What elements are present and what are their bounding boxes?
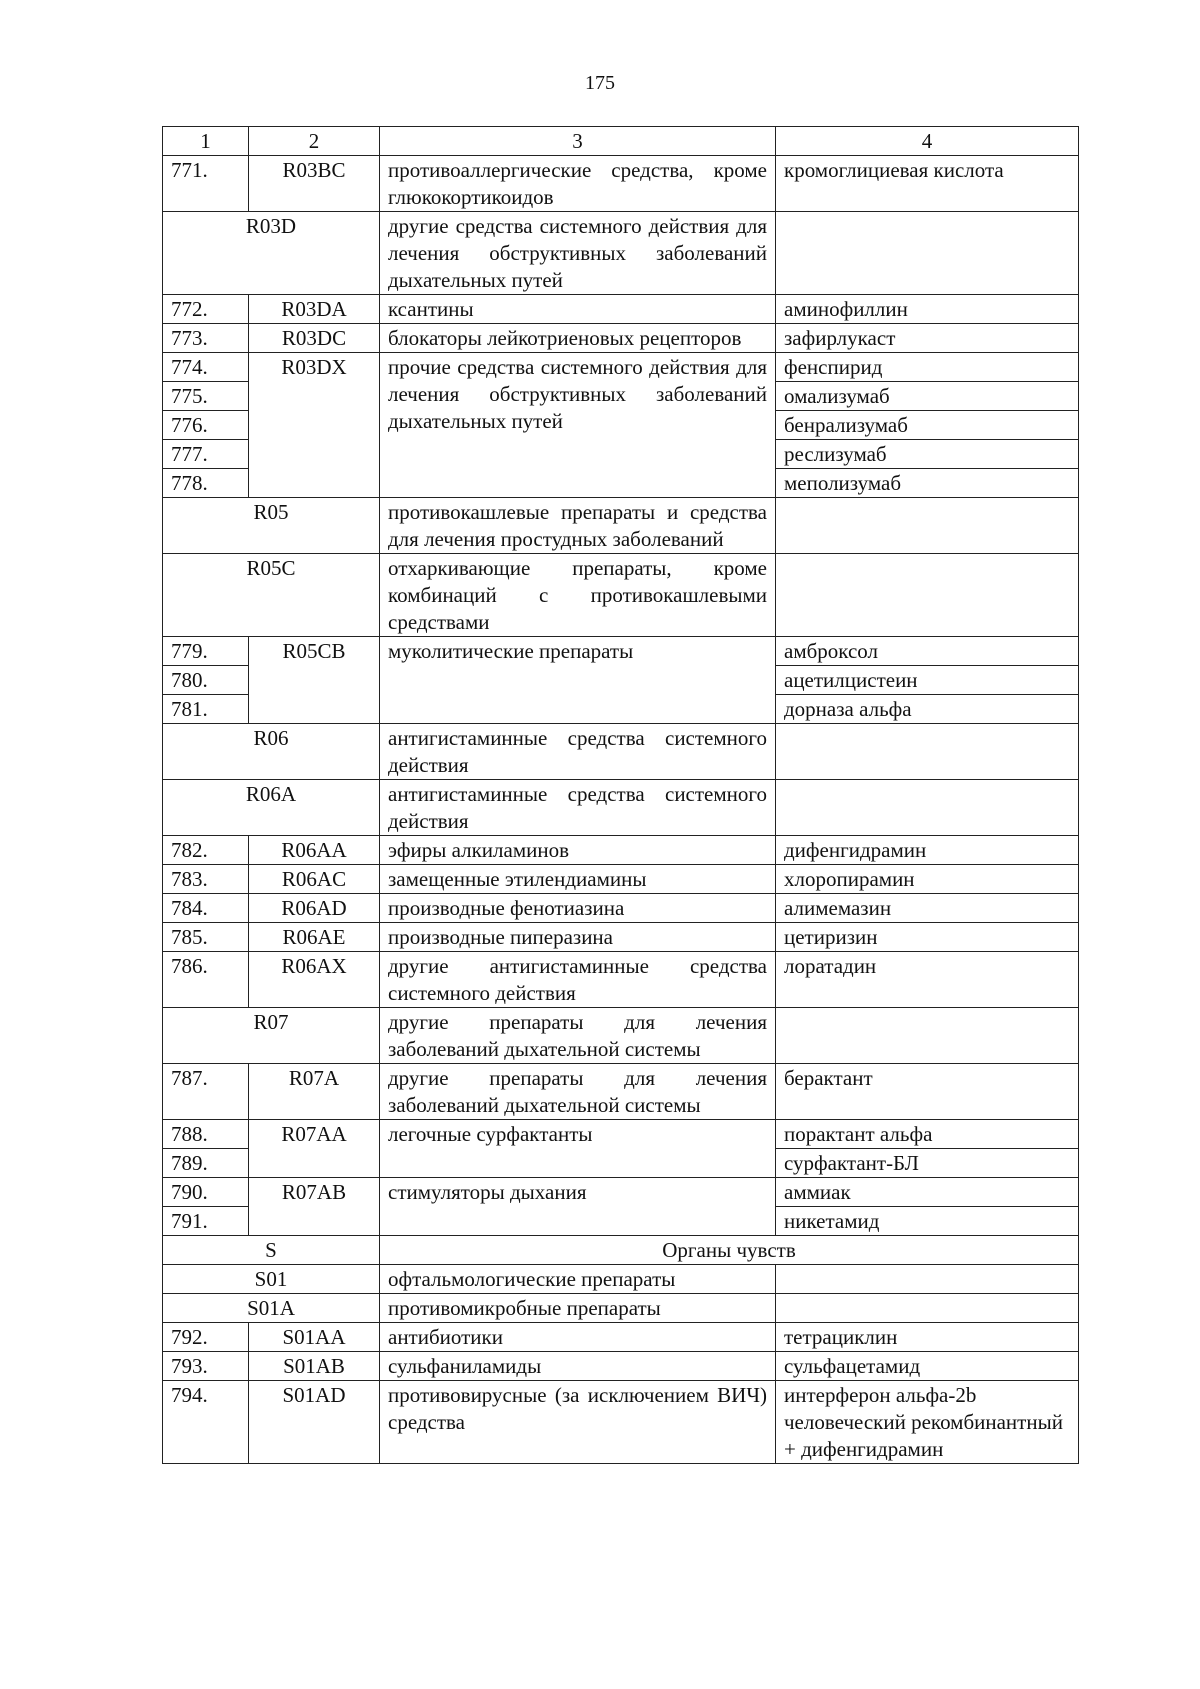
drug-name-empty [776,554,1079,637]
drug-name: амброксол [776,637,1079,666]
table-row [163,1323,1079,1352]
table-row [163,836,1079,865]
row-number: 788. [163,1120,249,1149]
row-number: 785. [163,923,249,952]
row-number: 794. [163,1381,249,1464]
atc-description: офтальмологические препараты [380,1265,776,1294]
atc-description: антибиотики [380,1323,776,1352]
drug-name: омализумаб [776,382,1079,411]
atc-code: R05CB [249,637,380,724]
atc-code: R07AB [249,1178,380,1236]
drug-name-empty [776,212,1079,295]
row-number: 772. [163,295,249,324]
atc-description: противоаллергические средства, кроме глюкокортикоидов [380,156,776,212]
drug-name: алимемазин [776,894,1079,923]
atc-description: легочные сурфактанты [380,1120,776,1178]
drug-name-empty [776,780,1079,836]
atc-description: эфиры алкиламинов [380,836,776,865]
table-row [163,324,1079,353]
header-col-2: 2 [249,127,380,156]
row-number: 776. [163,411,249,440]
row-number: 791. [163,1207,249,1236]
drug-name: сурфактант-БЛ [776,1149,1079,1178]
table-row [163,724,1079,780]
drug-name-empty [776,724,1079,780]
atc-description: производные фенотиазина [380,894,776,923]
atc-description: противовирусные (за исключением ВИЧ) средства [380,1381,776,1464]
table-row [163,1236,1079,1265]
drug-name: никетамид [776,1207,1079,1236]
row-number: 789. [163,1149,249,1178]
row-number: 793. [163,1352,249,1381]
row-number: 774. [163,353,249,382]
drug-name: сульфацетамид [776,1352,1079,1381]
atc-description: муколитические препараты [380,637,776,724]
table-row [163,1265,1079,1294]
drug-table [162,126,1079,1464]
row-number: 790. [163,1178,249,1207]
drug-name-empty [776,1294,1079,1323]
row-number: 786. [163,952,249,1008]
atc-code: R06AX [249,952,380,1008]
drug-name-empty [776,1008,1079,1064]
row-number: 780. [163,666,249,695]
drug-name: цетиризин [776,923,1079,952]
table-row [163,1064,1079,1120]
atc-code: S01AD [249,1381,380,1464]
atc-description: антигистаминные средства системного действия [380,780,776,836]
atc-description: ксантины [380,295,776,324]
table-row [163,952,1079,1008]
atc-description: замещенные этилендиамины [380,865,776,894]
atc-code: S01AB [249,1352,380,1381]
atc-description: другие препараты для лечения заболеваний дыхательной системы [380,1064,776,1120]
drug-name: интерферон альфа-2b человеческий рекомбинантный + дифенгидрамин [776,1381,1079,1464]
atc-description: сульфаниламиды [380,1352,776,1381]
atc-group-code: R06A [163,780,380,836]
atc-code: R06AC [249,865,380,894]
drug-name: фенспирид [776,353,1079,382]
row-number: 777. [163,440,249,469]
table-row [163,554,1079,637]
table-row [163,498,1079,554]
atc-description: блокаторы лейкотриеновых рецепторов [380,324,776,353]
drug-name: дорназа альфа [776,695,1079,724]
table-row [163,1381,1079,1464]
header-col-1: 1 [163,127,249,156]
table-header-row [163,127,1079,156]
drug-name: ацетилцистеин [776,666,1079,695]
drug-name: бенрализумаб [776,411,1079,440]
row-number: 783. [163,865,249,894]
atc-group-code: R07 [163,1008,380,1064]
page-number: 175 [585,72,615,94]
table-row [163,353,1079,382]
row-number: 782. [163,836,249,865]
row-number: 787. [163,1064,249,1120]
header-col-3: 3 [380,127,776,156]
row-number: 784. [163,894,249,923]
table-row [163,212,1079,295]
table-row [163,780,1079,836]
drug-name: берактант [776,1064,1079,1120]
table-row [163,1178,1079,1207]
atc-description: стимуляторы дыхания [380,1178,776,1236]
atc-description: прочие средства системного действия для лечения обструктивных заболеваний дыхательных путей [380,353,776,498]
atc-description: другие препараты для лечения заболеваний дыхательной системы [380,1008,776,1064]
atc-code: R03DX [249,353,380,498]
atc-group-code: S01A [163,1294,380,1323]
atc-code: S01AA [249,1323,380,1352]
atc-group-code: R05 [163,498,380,554]
row-number: 779. [163,637,249,666]
table-row [163,923,1079,952]
atc-description: противомикробные препараты [380,1294,776,1323]
drug-name: тетрациклин [776,1323,1079,1352]
drug-name-empty [776,1265,1079,1294]
atc-code: R06AE [249,923,380,952]
table-row [163,1120,1079,1149]
atc-code: R06AD [249,894,380,923]
atc-description: противокашлевые препараты и средства для лечения простудных заболеваний [380,498,776,554]
table-row [163,865,1079,894]
drug-name: аминофиллин [776,295,1079,324]
atc-group-code: R03D [163,212,380,295]
drug-name: хлоропирамин [776,865,1079,894]
atc-group-code: R06 [163,724,380,780]
atc-description: другие антигистаминные средства системного действия [380,952,776,1008]
atc-code: R07AA [249,1120,380,1178]
drug-name-empty [776,498,1079,554]
table-row [163,637,1079,666]
atc-group-code: S [163,1236,380,1265]
row-number: 778. [163,469,249,498]
drug-name: кромоглициевая кислота [776,156,1079,212]
atc-code: R06AA [249,836,380,865]
atc-description: антигистаминные средства системного действия [380,724,776,780]
atc-code: R03BC [249,156,380,212]
atc-code: R03DA [249,295,380,324]
atc-description: производные пиперазина [380,923,776,952]
drug-name: дифенгидрамин [776,836,1079,865]
table-row [163,156,1079,212]
drug-name: меполизумаб [776,469,1079,498]
table-row [163,1008,1079,1064]
atc-group-code: R05C [163,554,380,637]
atc-group-code: S01 [163,1265,380,1294]
section-title: Органы чувств [380,1236,1079,1265]
table-row [163,295,1079,324]
row-number: 775. [163,382,249,411]
table-row [163,1294,1079,1323]
atc-description: другие средства системного действия для лечения обструктивных заболеваний дыхательных путей [380,212,776,295]
drug-name: порактант альфа [776,1120,1079,1149]
drug-name: аммиак [776,1178,1079,1207]
row-number: 792. [163,1323,249,1352]
drug-name: лоратадин [776,952,1079,1008]
atc-code: R07A [249,1064,380,1120]
atc-description: отхаркивающие препараты, кроме комбинаций с противокашлевыми средствами [380,554,776,637]
row-number: 771. [163,156,249,212]
row-number: 773. [163,324,249,353]
header-col-4: 4 [776,127,1079,156]
atc-code: R03DC [249,324,380,353]
drug-name: зафирлукаст [776,324,1079,353]
row-number: 781. [163,695,249,724]
table-row [163,1352,1079,1381]
drug-name: реслизумаб [776,440,1079,469]
table-row [163,894,1079,923]
